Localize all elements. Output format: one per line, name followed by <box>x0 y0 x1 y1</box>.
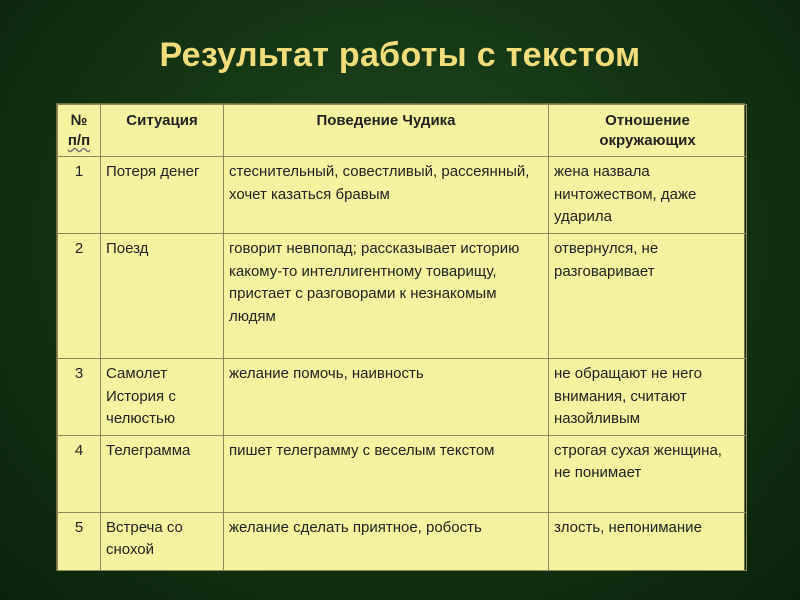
table-row <box>58 359 747 436</box>
table-row <box>58 512 747 570</box>
table-row <box>58 157 747 234</box>
row-attitude: строгая сухая женщина, не понимает <box>549 435 747 512</box>
row-attitude: злость, непонимание <box>549 512 747 570</box>
row-number: 3 <box>58 359 101 436</box>
row-attitude: не обращают не него внимания, считают назойливым <box>549 359 747 436</box>
header-behavior: Поведение Чудика <box>224 105 549 157</box>
slide-title: Результат работы с текстом <box>159 36 641 74</box>
row-situation: Самолет История с челюстью <box>101 359 224 436</box>
header-number-symbol: № <box>70 112 88 129</box>
table-header-row <box>58 105 747 157</box>
row-number: 5 <box>58 512 101 570</box>
row-situation: Поезд <box>101 234 224 359</box>
row-situation: Потеря денег <box>101 157 224 234</box>
row-number: 2 <box>58 234 101 359</box>
row-situation: Телеграмма <box>101 435 224 512</box>
header-situation: Ситуация <box>101 105 224 157</box>
row-number: 4 <box>58 435 101 512</box>
row-behavior: пишет телеграмму с веселым текстом <box>224 435 549 512</box>
header-number <box>58 105 101 157</box>
row-behavior: стеснительный, совестливый, рассеянный, хочет казаться бравым <box>224 157 549 234</box>
row-situation: Встреча со снохой <box>101 512 224 570</box>
row-attitude: жена назвала ничтожеством, даже ударила <box>549 157 747 234</box>
header-number-abbrev: п/п <box>67 132 91 149</box>
table-row <box>58 234 747 359</box>
row-attitude: отвернулся, не разговаривает <box>549 234 747 359</box>
results-table <box>57 104 747 571</box>
table-row <box>58 435 747 512</box>
header-attitude: Отношение окружающих <box>549 105 747 157</box>
row-behavior: говорит невпопад; рассказывает историю какому-то интеллигентному товарищу, пристает с разговорами к незнакомым людям <box>224 234 549 359</box>
row-behavior: желание сделать приятное, робость <box>224 512 549 570</box>
row-behavior: желание помочь, наивность <box>224 359 549 436</box>
results-table-container <box>56 103 745 571</box>
row-number: 1 <box>58 157 101 234</box>
